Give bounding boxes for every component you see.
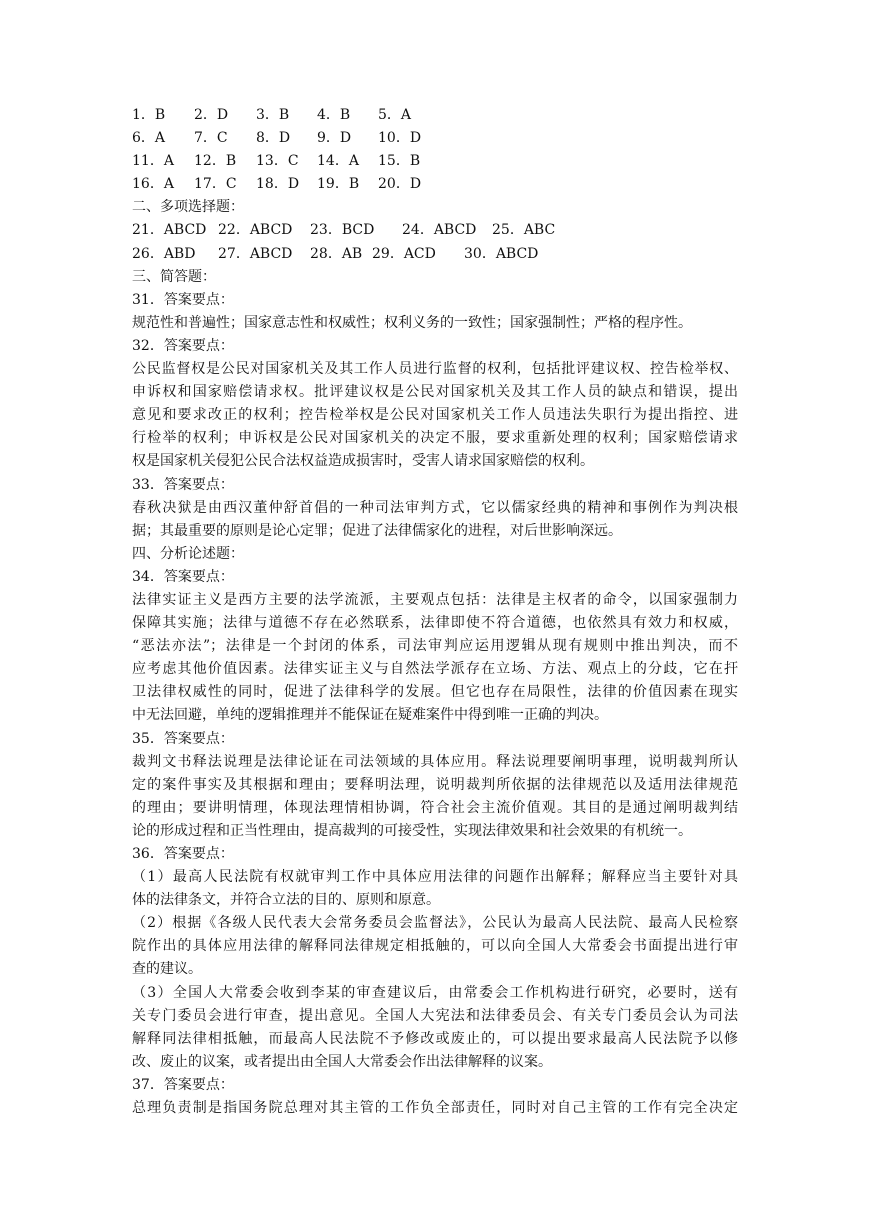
answer-item: 22．ABCD xyxy=(218,222,293,239)
answer-item: 10．D xyxy=(378,130,422,147)
answer-item: 3．B xyxy=(256,107,290,123)
answer-text: 院作出的具体应用法律的解释同法律规定相抵触的，可以向全国人大常委会书面提出进行审 xyxy=(132,938,738,955)
answer-item: 24．ABCD xyxy=(402,222,477,239)
answer-item: 26．ABD xyxy=(132,245,196,262)
question-heading: 36．答案要点： xyxy=(132,846,234,862)
answer-item: 27．ABCD xyxy=(218,245,293,262)
answer-text: 解释同法律相抵触，而最高人民法院不予修改或废止的，可以提出要求最高人民法院予以修 xyxy=(132,1030,738,1047)
answer-text: 保障其实施；法律与道德不存在必然联系，法律即使不符合道德，也依然具有效力和权威， xyxy=(132,615,738,632)
single-choice-row-4 xyxy=(132,173,738,196)
answer-text: “恶法亦法”；法律是一个封闭的体系，司法审判应运用逻辑从现有规则中推出判决，而不 xyxy=(132,638,738,655)
answer-item: 15．B xyxy=(378,153,421,170)
answer-item: 20．D xyxy=(378,176,422,193)
question-heading: 37．答案要点： xyxy=(132,1076,234,1093)
answer-text: （2）根据《各级人民代表大会常务委员会监督法》，公民认为最高人民法院、最高人民检察 xyxy=(132,915,738,932)
multi-choice-row-1 xyxy=(132,219,738,242)
question-heading: 35．答案要点： xyxy=(132,730,234,747)
answer-item: 21．ABCD xyxy=(132,222,207,239)
answer-item: 25．ABC xyxy=(492,222,556,239)
section-heading: 四、分析论述题： xyxy=(132,545,244,562)
answer-item: 8．D xyxy=(256,130,291,147)
answer-item: 29．ACD xyxy=(372,245,436,262)
answer-text: 改、废止的议案，或者提出由全国人大常委会作出法律解释的议案。 xyxy=(132,1053,552,1070)
answer-item: 23．BCD xyxy=(310,222,375,239)
answer-text: 总理负责制是指国务院总理对其主管的工作负全部责任，同时对自己主管的工作有完全决定 xyxy=(132,1100,738,1117)
answer-text: 中无法回避，单纯的逻辑推理并不能保证在疑难案件中得到唯一正确的判决。 xyxy=(132,707,608,724)
answer-text: 公民监督权是公民对国家机关及其工作人员进行监督的权利，包括批评建议权、控告检举权、 xyxy=(132,361,738,378)
answer-text: （1）最高人民法院有权就审判工作中具体应用法律的问题作出解释；解释应当主要针对具 xyxy=(132,869,738,886)
answer-item: 4．B xyxy=(317,107,351,123)
answer-text: 应考虑其他价值因素。法律实证主义与自然法学派存在立场、方法、观点上的分歧，它在扞 xyxy=(132,661,738,678)
answer-item: 5．A xyxy=(378,107,412,123)
single-choice-row-1 xyxy=(132,104,738,127)
answer-item: 2．D xyxy=(194,107,229,123)
answer-item: 14．A xyxy=(317,153,359,170)
answer-item: 18．D xyxy=(256,176,300,193)
answer-item: 17．C xyxy=(194,176,237,193)
question-heading: 34．答案要点： xyxy=(132,568,234,585)
answer-text: 卫法律权威性的同时，促进了法律科学的发展。但它也存在局限性，法律的价值因素在现实 xyxy=(132,684,738,701)
answer-text: 关专门委员会进行审查，提出意见。全国人大宪法和法律委员会、有关专门委员会认为司法 xyxy=(132,1007,738,1024)
question-heading: 31．答案要点： xyxy=(132,291,234,308)
answer-text: 行检举的权利；申诉权是公民对国家机关的决定不服，要求重新处理的权利；国家赔偿请求 xyxy=(132,430,738,447)
answer-text: 规范性和普遍性；国家意志性和权威性；权利义务的一致性；国家强制性；严格的程序性。 xyxy=(132,314,692,331)
answer-key-page xyxy=(132,104,738,1120)
answer-text: 意见和要求改正的权利；控告检举权是公民对国家机关工作人员违法失职行为提出指控、进 xyxy=(132,407,738,424)
answer-item: 19．B xyxy=(317,176,360,193)
answer-item: 9．D xyxy=(317,130,352,147)
answer-text: 法律实证主义是西方主要的法学流派，主要观点包括：法律是主权者的命令，以国家强制力 xyxy=(132,591,738,608)
answer-item: 16．A xyxy=(132,176,174,193)
single-choice-row-3 xyxy=(132,150,738,173)
answer-text: 查的建议。 xyxy=(132,961,202,978)
answer-text: 据；其最重要的原则是论心定罪；促进了法律儒家化的进程，对后世影响深远。 xyxy=(132,522,622,539)
answer-item: 6．A xyxy=(132,130,166,147)
answer-item: 11．A xyxy=(132,153,174,170)
single-choice-row-2 xyxy=(132,127,738,150)
question-heading: 33．答案要点： xyxy=(132,476,234,493)
answer-item: 28．AB xyxy=(310,245,363,262)
answer-item: 13．C xyxy=(256,153,299,170)
answer-item: 30．ABCD xyxy=(464,245,539,262)
answer-text: 的理由；要讲明情理，体现法理情相协调，符合社会主流价值观。其目的是通过阐明裁判结 xyxy=(132,799,738,816)
answer-text: 申诉权和国家赔偿请求权。批评建议权是公民对国家机关及其工作人员的缺点和错误，提出 xyxy=(132,384,738,401)
answer-text: 论的形成过程和正当性理由，提高裁判的可接受性，实现法律效果和社会效果的有机统一。 xyxy=(132,822,692,839)
answer-text: 定的案件事实及其根据和理由；要释明法理，说明裁判所依据的法律规范以及适用法律规范 xyxy=(132,776,738,793)
answer-text: 权是国家机关侵犯公民合法权益造成损害时，受害人请求国家赔偿的权利。 xyxy=(132,453,594,470)
answer-text: 裁判文书释法说理是法律论证在司法领域的具体应用。释法说理要阐明事理，说明裁判所认 xyxy=(132,753,738,770)
section-heading: 二、多项选择题： xyxy=(132,199,244,216)
answer-item: 7．C xyxy=(194,130,228,147)
answer-text: （3）全国人大常委会收到李某的审查建议后，由常委会工作机构进行研究，必要时，送有 xyxy=(132,984,738,1001)
section-heading: 三、简答题： xyxy=(132,268,216,285)
question-heading: 32．答案要点： xyxy=(132,337,234,354)
answer-item: 12．B xyxy=(194,153,237,170)
multi-choice-row-2 xyxy=(132,243,738,266)
answer-item: 1．B xyxy=(132,107,166,123)
answer-text: 体的法律条文，并符合立法的目的、原则和原意。 xyxy=(132,892,440,909)
answer-text: 春秋决狱是由西汉董仲舒首倡的一种司法审判方式，它以儒家经典的精神和事例作为判决根 xyxy=(132,499,738,516)
